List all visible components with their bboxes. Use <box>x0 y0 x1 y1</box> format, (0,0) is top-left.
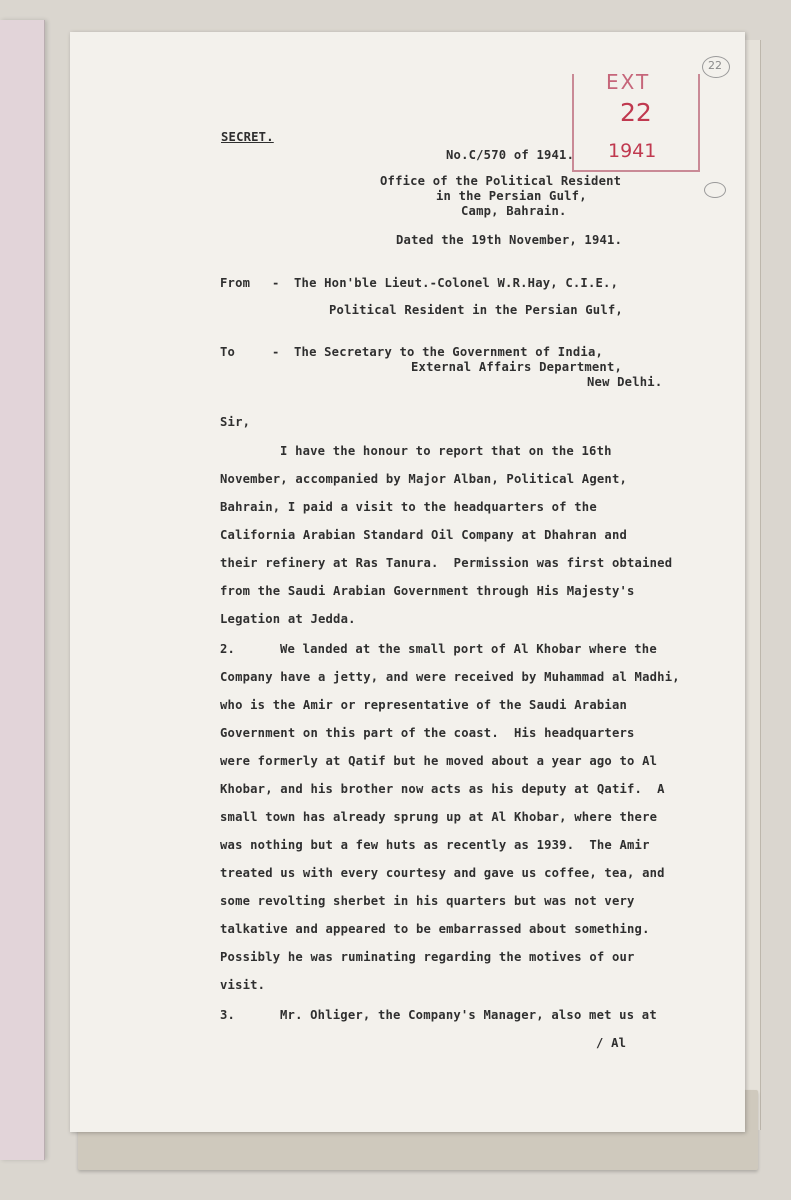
body-line: Possibly he was ruminating regarding the motives of our <box>220 950 635 964</box>
body-line: Khobar, and his brother now acts as his deputy at Qatif. A <box>220 782 665 796</box>
body-line: who is the Amir or representative of the Saudi Arabian <box>220 698 628 712</box>
classification: SECRET. <box>221 130 274 144</box>
office-line-3: Camp, Bahrain. <box>461 204 567 218</box>
from-label: From <box>220 276 251 290</box>
office-line-1: Office of the Political Resident <box>380 174 622 188</box>
body-line: talkative and appeared to be embarrassed about something. <box>220 922 650 936</box>
body-line: from the Saudi Arabian Government through His Majesty's <box>220 584 635 598</box>
document-page <box>70 32 745 1132</box>
office-line-2: in the Persian Gulf, <box>436 189 587 203</box>
stamp-number: 22 <box>620 98 652 127</box>
body-line: Legation at Jedda. <box>220 612 356 626</box>
from-line-1: The Hon'ble Lieut.-Colonel W.R.Hay, C.I.E., <box>294 276 619 290</box>
from-line-2: Political Resident in the Persian Gulf, <box>329 303 623 317</box>
body-line: their refinery at Ras Tanura. Permission was first obtained <box>220 556 673 570</box>
body-line: November, accompanied by Major Alban, Political Agent, <box>220 472 628 486</box>
salutation: Sir, <box>220 415 251 429</box>
date-line: Dated the 19th November, 1941. <box>396 233 623 247</box>
catchword: / Al <box>596 1036 627 1050</box>
body-line: Bahrain, I paid a visit to the headquarters of the <box>220 500 597 514</box>
body-line: Government on this part of the coast. His headquarters <box>220 726 635 740</box>
pencil-mark <box>704 182 726 198</box>
body-line: were formerly at Qatif but he moved about a year ago to Al <box>220 754 658 768</box>
body-line: was nothing but a few huts as recently as 1939. The Amir <box>220 838 650 852</box>
dash-to: - <box>272 345 280 359</box>
body-line: California Arabian Standard Oil Company at Dhahran and <box>220 528 628 542</box>
to-line-2: External Affairs Department, <box>411 360 623 374</box>
stamp-top-text: EXT <box>606 70 651 94</box>
paragraph-number: 2. <box>220 642 236 656</box>
paragraph-number: 3. <box>220 1008 236 1022</box>
to-line-3: New Delhi. <box>587 375 663 389</box>
registry-stamp <box>572 70 700 172</box>
body-line: Company have a jetty, and were received by Muhammad al Madhi, <box>220 670 680 684</box>
body-line: small town has already sprung up at Al Khobar, where there <box>220 810 658 824</box>
folio-number: 22 <box>708 59 722 72</box>
body-line: treated us with every courtesy and gave us coffee, tea, and <box>220 866 665 880</box>
body-line: We landed at the small port of Al Khobar where the <box>280 642 657 656</box>
to-line-1: The Secretary to the Government of India, <box>294 345 604 359</box>
body-line: Mr. Ohliger, the Company's Manager, also met us at <box>280 1008 657 1022</box>
body-line: visit. <box>220 978 266 992</box>
adjacent-page-edge <box>0 20 45 1160</box>
stamp-year: 1941 <box>608 140 657 162</box>
body-line: I have the honour to report that on the 16th <box>280 444 612 458</box>
body-line: some revolting sherbet in his quarters but was not very <box>220 894 635 908</box>
to-label: To <box>220 345 236 359</box>
reference-number: No.C/570 of 1941. <box>446 148 575 162</box>
dash-from: - <box>272 276 280 290</box>
